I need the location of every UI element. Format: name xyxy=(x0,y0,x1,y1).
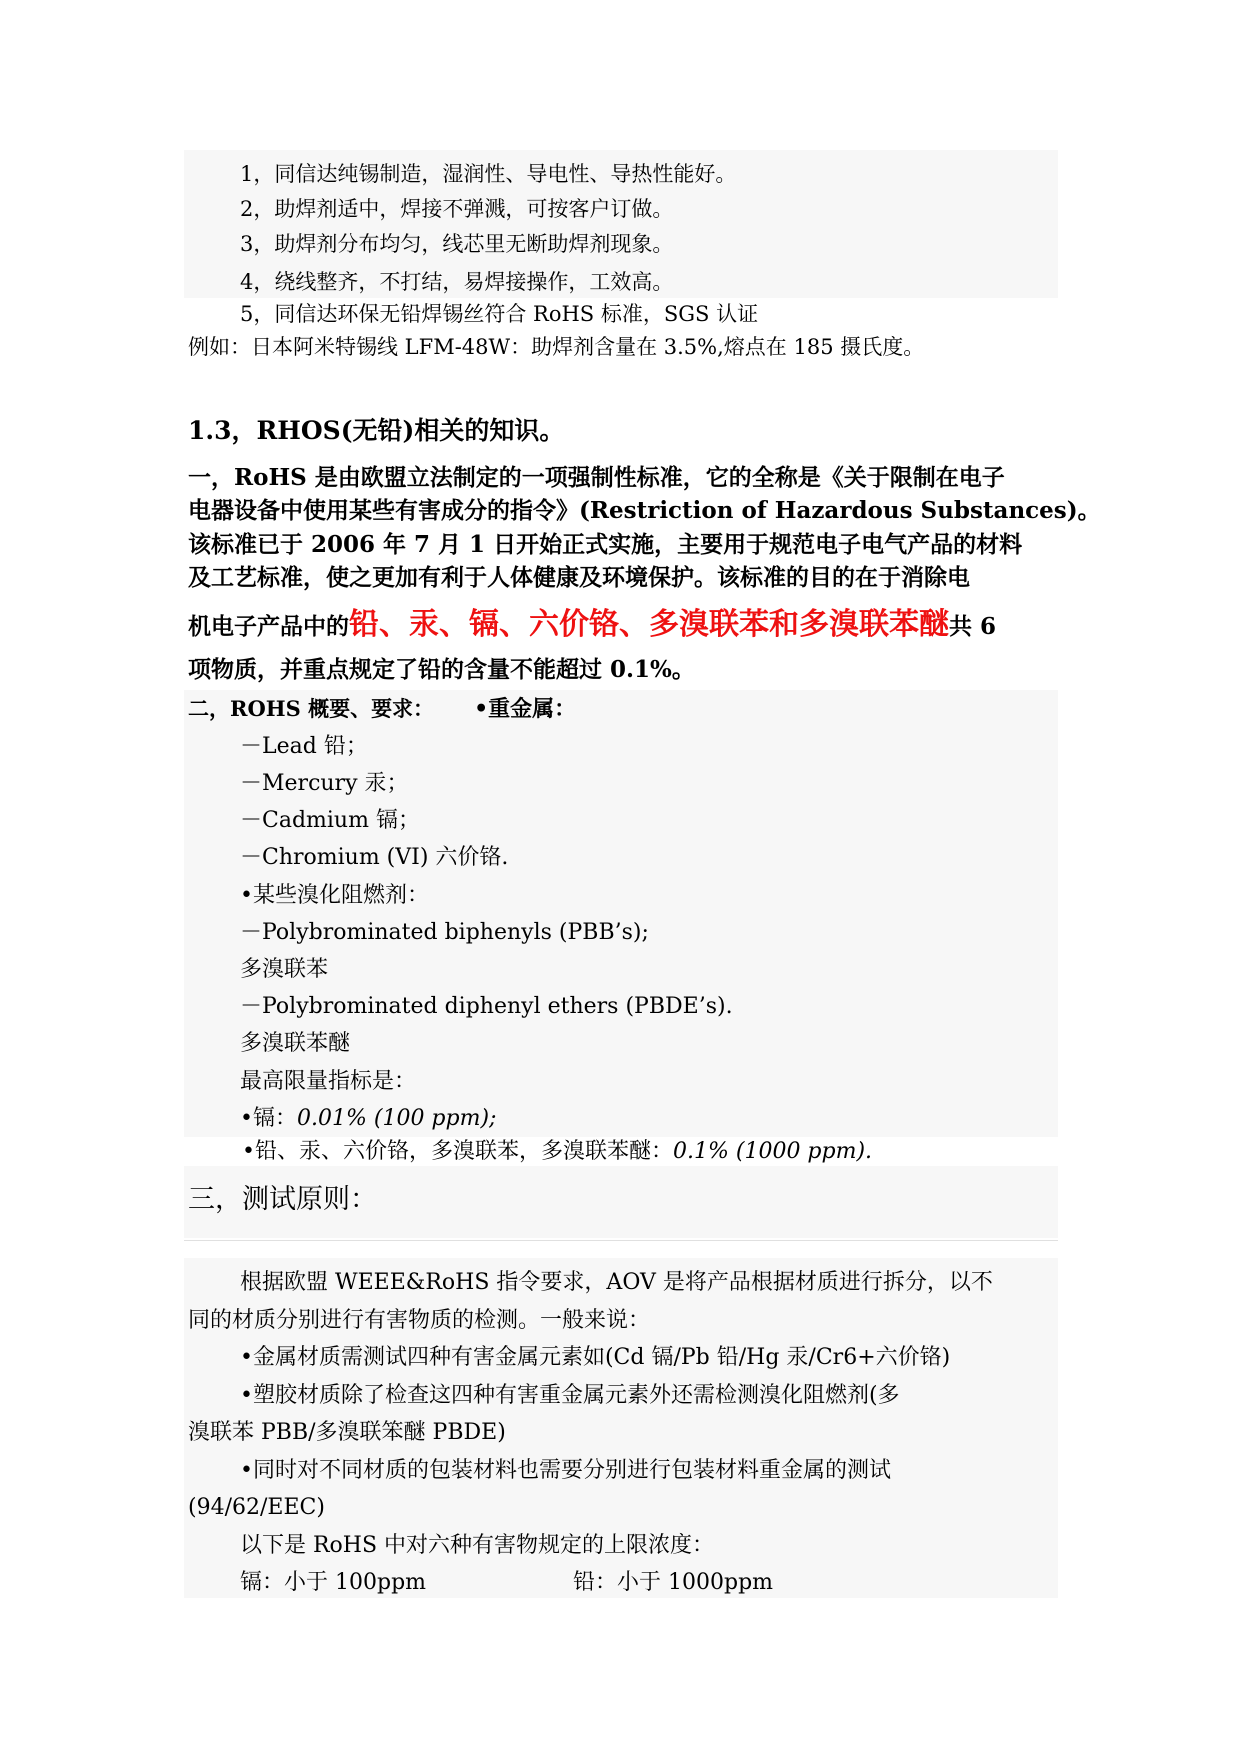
test-line: 同的材质分别进行有害物质的检测。一般来说： xyxy=(188,1308,651,1333)
limit-value: 0.01% (100 ppm); xyxy=(296,1106,497,1131)
requirement-item: －Polybrominated biphenyls (PBB’s); xyxy=(240,920,649,945)
test-line: 以下是 RoHS 中对六种有害物规定的上限浓度： xyxy=(240,1533,715,1558)
test-principle-head: 三，测试原则： xyxy=(188,1184,377,1215)
feature-item: 5，同信达环保无铅焊锡丝符合 RoHS 标准，SGS 认证 xyxy=(240,302,759,326)
heavy-metals-head: •重金属： xyxy=(474,696,577,722)
requirement-item: －Lead 铅； xyxy=(240,734,368,759)
paragraph-line: 该标准已于 2006 年 7 月 1 日开始正式实施，主要用于规范电子电气产品的材料 xyxy=(188,531,1023,558)
lead-limit: 铅：小于 1000ppm xyxy=(573,1570,774,1595)
divider xyxy=(184,1240,1058,1241)
rohs-summary-head xyxy=(188,698,576,720)
feature-item: 1，同信达纯锡制造，湿润性、导电性、导热性能好。 xyxy=(240,162,737,186)
requirement-item: －Chromium (VI) 六价铬. xyxy=(240,845,509,870)
requirement-item: 多溴联苯 xyxy=(240,957,329,982)
paragraph-line-highlight xyxy=(188,607,997,642)
limit-value: 0.1% (1000 ppm). xyxy=(672,1139,873,1164)
feature-item: 2，助焊剂适中，焊接不弹溅，可按客户订做。 xyxy=(240,197,674,221)
requirement-item: 多溴联苯醚 xyxy=(240,1031,351,1056)
paragraph-line: 项物质，并重点规定了铅的含量不能超过 0.1%。 xyxy=(188,656,695,683)
example-text: 例如：日本阿米特锡线 LFM-48W：助焊剂含量在 3.5%,熔点在 185 摄氏度。 xyxy=(188,335,925,359)
test-line: •同时对不同材质的包装材料也需要分别进行包装材料重金属的测试 xyxy=(240,1458,891,1483)
requirement-item: 最高限量指标是： xyxy=(240,1069,417,1094)
paragraph-line: 电器设备中使用某些有害成分的指令》(Restriction of Hazardous Substances)。 xyxy=(188,497,1101,524)
requirement-item: －Polybrominated diphenyl ethers (PBDE’s). xyxy=(240,994,733,1019)
highlight-prefix: 机电子产品中的 xyxy=(188,613,349,640)
requirement-item: •某些溴化阻燃剂： xyxy=(240,883,429,908)
paragraph-line: 一，RoHS 是由欧盟立法制定的一项强制性标准，它的全称是《关于限制在电子 xyxy=(188,464,1005,491)
requirement-item: －Cadmium 镉； xyxy=(240,808,420,833)
feature-item: 3，助焊剂分布均匀，线芯里无断助焊剂现象。 xyxy=(240,232,674,256)
limit-label: •镉： xyxy=(240,1106,297,1131)
limit-label: •铅、汞、六价铬，多溴联苯，多溴联苯醚： xyxy=(242,1139,673,1164)
test-line: 根据欧盟 WEEE&RoHS 指令要求，AOV 是将产品根据材质进行拆分，以不 xyxy=(240,1270,993,1295)
feature-item: 4，绕线整齐，不打结，易焊接操作，工效高。 xyxy=(240,270,674,294)
rohs-summary-title: 二，ROHS 概要、要求： xyxy=(188,696,435,721)
test-line: 溴联苯 PBB/多溴联笨醚 PBDE) xyxy=(188,1420,506,1445)
test-line: •金属材质需测试四种有害金属元素如(Cd 镉/Pb 铅/Hg 汞/Cr6+六价铬) xyxy=(240,1345,951,1370)
cadmium-limit: 镉：小于 100ppm xyxy=(240,1570,427,1595)
test-line: •塑胶材质除了检查这四种有害重金属元素外还需检测溴化阻燃剂(多 xyxy=(240,1383,900,1408)
highlight-suffix: 共 6 xyxy=(949,613,997,640)
limit-line xyxy=(240,1108,496,1130)
test-line: (94/62/EEC) xyxy=(188,1495,325,1520)
paragraph-line: 及工艺标准，使之更加有利于人体健康及环境保护。该标准的目的在于消除电 xyxy=(188,564,970,591)
requirement-item: －Mercury 汞； xyxy=(240,771,409,796)
limit-line xyxy=(242,1141,872,1163)
hazardous-substances: 铅、汞、镉、六价铬、多溴联苯和多溴联苯醚 xyxy=(349,607,949,642)
section-title: 1.3，RHOS(无铅)相关的知识。 xyxy=(188,416,565,445)
